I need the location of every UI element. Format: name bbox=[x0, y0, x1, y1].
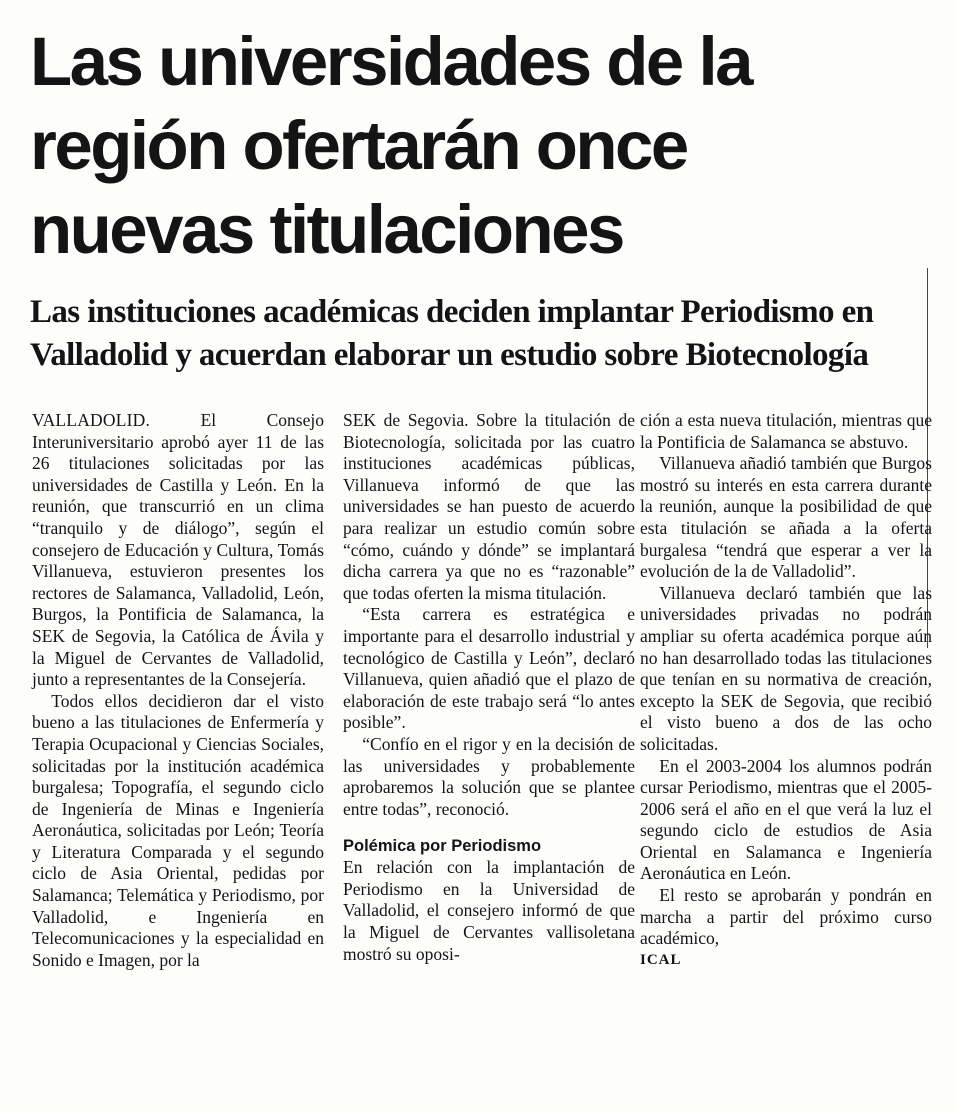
article-column-3 bbox=[640, 410, 932, 971]
headline-line: Las universidades de la bbox=[30, 23, 752, 100]
headline-line: región ofertarán once bbox=[30, 107, 687, 184]
article-paragraph: “Esta carrera es estratégica e importante para el desarrollo industrial y tecnológico de Castilla y León”, declaró Villanueva, quien añadió que el plazo de elaboración de este trabajo será “lo antes posible”. bbox=[343, 604, 635, 733]
article-paragraph: El resto se aprobarán y pondrán en marcha a partir del próximo curso académico, bbox=[640, 885, 932, 949]
article-paragraph: Villanueva declaró también que las universidades privadas no podrán ampliar su oferta académica porque aún no han desarrollado todas las titulaciones que tenían en su normativa de creación, excepto la SEK de Segovia, que recibió el visto bueno a dos de las ocho solicitadas. bbox=[640, 582, 932, 754]
article-paragraph: En relación con la implantación de Periodismo en la Universidad de Valladolid, el consejero informó de que la Miguel de Cervantes vallisoletana mostró su oposi- bbox=[343, 857, 635, 964]
article-column-2 bbox=[343, 410, 635, 965]
subheadline-line: Valladolid y acuerdan elaborar un estudio sobre Biotecnología bbox=[30, 337, 869, 373]
article-paragraph: En el 2003-2004 los alumnos podrán cursar Periodismo, mientras que el 2005-2006 será el año en el que verá la luz el segundo ciclo de estudios de Asia Oriental en Salamanca e Ingeniería Aeronáutica en León. bbox=[640, 755, 932, 884]
article-paragraph: Villanueva añadió también que Burgos mostró su interés en esta carrera durante la reunión, aunque la posibilidad de que esta titulación se añada a la oferta burgalesa “tendrá que esperar a ver la evolución de la de Valladolid”. bbox=[640, 453, 932, 582]
article-paragraph: Todos ellos decidieron dar el visto bueno a las titulaciones de Enfermería y Terapia Ocupacional y Ciencias Sociales, solicitadas por la institución académica burgalesa; Topografía, el segundo ciclo de Ingeniería de Minas e Ingeniería Aeronáutica, solicitadas por León; Teoría y Literatura Comparada y el segundo ciclo de Asia Oriental, pedidas por Salamanca; Telemática y Periodismo, por Valladolid, e Ingeniería en Telecomunicaciones y la especialidad en Sonido e Imagen, por la bbox=[32, 690, 324, 970]
headline-line: nuevas titulaciones bbox=[30, 191, 623, 268]
article-column-1 bbox=[32, 410, 324, 971]
news-agency-credit: ICAL bbox=[640, 951, 682, 968]
section-heading: Polémica por Periodismo bbox=[343, 837, 542, 856]
article-paragraph: “Confío en el rigor y en la decisión de las universidades y probablemente aprobaremos la solución que se plantee entre todas”, reconoció. bbox=[343, 733, 635, 819]
headline bbox=[30, 20, 930, 272]
subheadline bbox=[30, 291, 910, 377]
article-paragraph: ción a esta nueva titulación, mientras que la Pontificia de Salamanca se abstuvo. bbox=[640, 410, 932, 452]
dateline: VALLADOLID. bbox=[32, 410, 151, 430]
article-paragraph bbox=[32, 410, 324, 691]
article-paragraph: SEK de Segovia. Sobre la titulación de Biotecnología, solicitada por las cuatro instituciones académicas públicas, Villanueva informó de que las universidades se han puesto de acuerdo para realizar un estudio común sobre “cómo, cuándo y dónde” se implantará dicha carrera ya que no es “razonable” que todas oferten la misma titulación. bbox=[343, 410, 635, 603]
subheadline-line: Las instituciones académicas deciden implantar Periodismo en bbox=[30, 294, 874, 330]
paragraph-text: El Consejo Interuniversitario aprobó ayer 11 de las 26 titulaciones solicitadas por las universidades de Castilla y León. En la reunión, que transcurrió en un clima “tranquilo y de diálogo”, según el consejero de Educación y Cultura, Tomás Villanueva, estuvieron presentes los rectores de Salamanca, Valladolid, León, Burgos, la Pontificia de Salamanca, la SEK de Segovia, la Católica de Ávila y la Miguel de Cervantes de Valladolid, junto a representantes de la Consejería. bbox=[32, 410, 324, 690]
